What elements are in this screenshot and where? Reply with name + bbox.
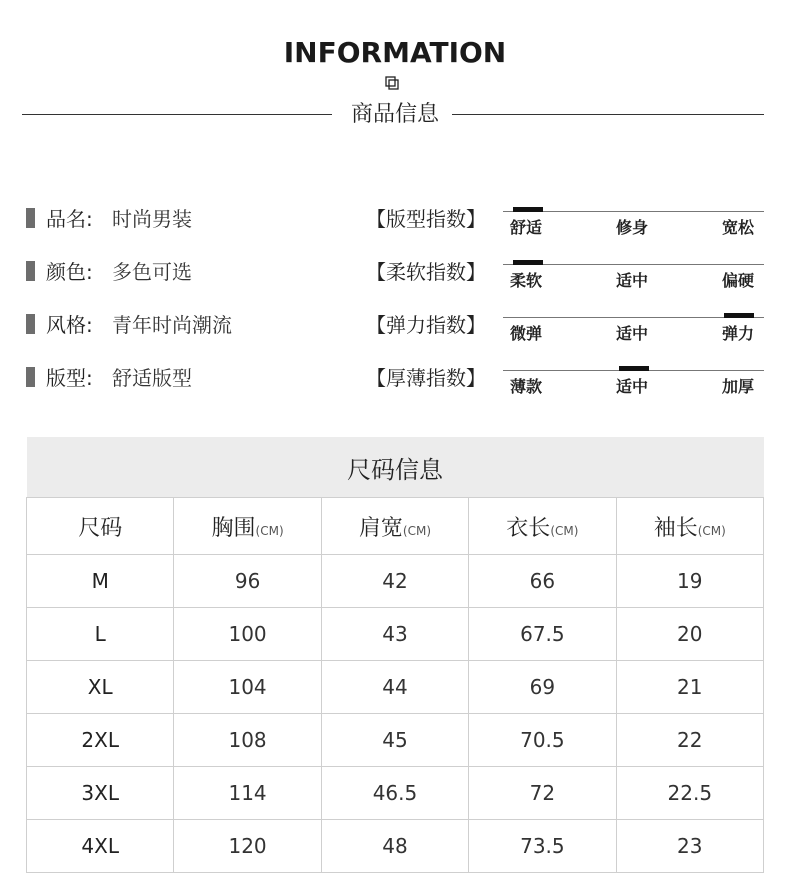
length-cell: 69 bbox=[469, 661, 616, 714]
size-cell: 3XL bbox=[27, 767, 174, 820]
sleeve-cell: 21 bbox=[616, 661, 763, 714]
shoulder-cell: 44 bbox=[321, 661, 468, 714]
length-cell: 66 bbox=[469, 555, 616, 608]
scale-middle-label: 适中 bbox=[616, 324, 649, 343]
scale-right-label: 偏硬 bbox=[722, 271, 755, 290]
column-header-size: 尺码 bbox=[27, 498, 174, 555]
chest-cell: 114 bbox=[174, 767, 321, 820]
index-scale-elasticity bbox=[503, 313, 764, 353]
shoulder-cell: 45 bbox=[321, 714, 468, 767]
column-header-sleeve: 袖长(CM) bbox=[616, 498, 763, 555]
scale-left-label: 薄款 bbox=[510, 377, 543, 396]
table-row bbox=[27, 608, 764, 661]
table-row bbox=[27, 767, 764, 820]
size-table-title: 尺码信息 bbox=[27, 437, 764, 498]
size-cell: M bbox=[27, 555, 174, 608]
section-subtitle: 商品信息 bbox=[350, 102, 439, 127]
sleeve-cell: 22.5 bbox=[616, 767, 763, 820]
scale-left-label: 舒适 bbox=[510, 218, 543, 237]
table-row bbox=[27, 555, 764, 608]
attr-bullet bbox=[26, 314, 35, 334]
index-scale-softness bbox=[503, 260, 764, 300]
copy-icon bbox=[384, 75, 400, 91]
scale-left-label: 柔软 bbox=[510, 271, 543, 290]
scale-right-label: 弹力 bbox=[722, 324, 755, 343]
index-scale-thickness bbox=[503, 366, 764, 406]
size-table bbox=[26, 437, 764, 873]
attr-value: 时尚男装 bbox=[112, 207, 192, 231]
scale-middle-label: 适中 bbox=[616, 377, 649, 396]
shoulder-cell: 48 bbox=[321, 820, 468, 873]
column-header-row bbox=[27, 498, 764, 555]
index-scale-fit bbox=[503, 207, 764, 247]
size-cell: XL bbox=[27, 661, 174, 714]
attr-label: 风格: bbox=[46, 313, 93, 337]
attr-bullet bbox=[26, 367, 35, 387]
length-cell: 73.5 bbox=[469, 820, 616, 873]
length-cell: 70.5 bbox=[469, 714, 616, 767]
sleeve-cell: 22 bbox=[616, 714, 763, 767]
attr-value: 青年时尚潮流 bbox=[112, 313, 232, 337]
scale-middle-label: 修身 bbox=[616, 218, 649, 237]
shoulder-cell: 46.5 bbox=[321, 767, 468, 820]
sleeve-cell: 20 bbox=[616, 608, 763, 661]
attr-label: 品名: bbox=[46, 207, 93, 231]
shoulder-cell: 43 bbox=[321, 608, 468, 661]
index-marker bbox=[513, 260, 543, 265]
length-cell: 72 bbox=[469, 767, 616, 820]
index-marker bbox=[724, 313, 754, 318]
length-cell: 67.5 bbox=[469, 608, 616, 661]
size-cell: L bbox=[27, 608, 174, 661]
chest-cell: 96 bbox=[174, 555, 321, 608]
size-cell: 4XL bbox=[27, 820, 174, 873]
scale-left-label: 微弹 bbox=[510, 324, 543, 343]
shoulder-cell: 42 bbox=[321, 555, 468, 608]
scale-right-label: 加厚 bbox=[722, 377, 755, 396]
column-header-shoulder: 肩宽(CM) bbox=[321, 498, 468, 555]
sleeve-cell: 23 bbox=[616, 820, 763, 873]
attr-value: 多色可选 bbox=[112, 260, 192, 284]
attr-bullet bbox=[26, 208, 35, 228]
column-header-length: 衣长(CM) bbox=[469, 498, 616, 555]
table-row bbox=[27, 714, 764, 767]
info-title: INFORMATION bbox=[283, 36, 507, 69]
index-marker bbox=[513, 207, 543, 212]
chest-cell: 100 bbox=[174, 608, 321, 661]
column-header-chest: 胸围(CM) bbox=[174, 498, 321, 555]
scale-middle-label: 适中 bbox=[616, 271, 649, 290]
attr-bullet bbox=[26, 261, 35, 281]
index-label-softness: 【柔软指数】 bbox=[366, 260, 486, 284]
scale-right-label: 宽松 bbox=[722, 218, 755, 237]
chest-cell: 120 bbox=[174, 820, 321, 873]
table-row bbox=[27, 661, 764, 714]
index-label-elasticity: 【弹力指数】 bbox=[366, 313, 486, 337]
index-marker bbox=[619, 366, 649, 371]
attr-label: 颜色: bbox=[46, 260, 93, 284]
attr-label: 版型: bbox=[46, 366, 93, 390]
table-row bbox=[27, 820, 764, 873]
index-label-thickness: 【厚薄指数】 bbox=[366, 366, 486, 390]
attr-value: 舒适版型 bbox=[112, 366, 192, 390]
chest-cell: 108 bbox=[174, 714, 321, 767]
size-cell: 2XL bbox=[27, 714, 174, 767]
sleeve-cell: 19 bbox=[616, 555, 763, 608]
chest-cell: 104 bbox=[174, 661, 321, 714]
index-label-fit: 【版型指数】 bbox=[366, 207, 486, 231]
